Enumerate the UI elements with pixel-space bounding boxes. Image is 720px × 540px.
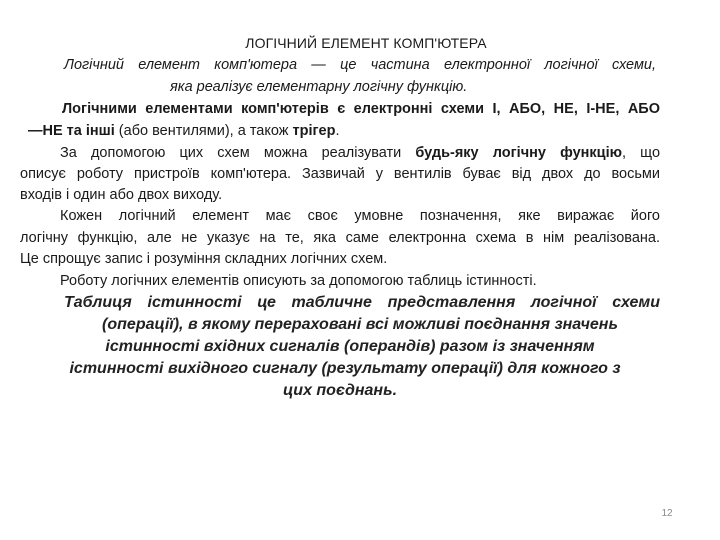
- p3-line-3: Це спрощує запис і розуміння складних логічних схем.: [20, 251, 388, 267]
- p2-line-1: [60, 143, 660, 163]
- p3-line-2: логічну функцію, але не указує на те, яка саме електронна схема в нім реалізована.: [20, 230, 660, 246]
- truth-table-def-line-1: Таблиця істинності це табличне представлення логічної схеми: [64, 294, 660, 311]
- page-title: ЛОГІЧНИЙ ЕЛЕМЕНТ КОМП'ЮТЕРА: [245, 35, 487, 51]
- p2-bold: будь-яку логічну функцію: [415, 145, 622, 161]
- truth-table-def-line-3: істинності вхідних сигналів (операндів) разом із значенням: [105, 338, 595, 355]
- p1-end: .: [335, 123, 340, 139]
- truth-table-def-line-2: (операції), в якому перераховані всі можливі поєднання значень: [102, 316, 618, 333]
- p1-bold-1: —НЕ та інші: [28, 123, 115, 139]
- p1-mid: (або вентилями), а також: [114, 123, 293, 139]
- p2-start: За допомогою цих схем можна реалізувати: [60, 145, 416, 161]
- p2-end: , що: [622, 145, 661, 161]
- definition-line-1: Логічний елемент комп'ютера — це частина електронної логічної схеми,: [64, 57, 656, 73]
- p2-line-3: входів і один або двох виходу.: [20, 187, 223, 203]
- p1-bold-2: трігер: [292, 123, 336, 139]
- definition-line-2: яка реалізує елементарну логічну функцію.: [170, 79, 468, 95]
- p1-line-2: [28, 121, 428, 141]
- truth-table-def-line-5: цих поєднань.: [282, 382, 398, 399]
- p2-line-2: описує роботу пристроїв комп'ютера. Зазвичай у вентилів буває від двох до восьми: [20, 166, 660, 182]
- p3-line-1: Кожен логічний елемент має своє умовне позначення, яке виражає його: [60, 208, 660, 224]
- p1-line-1: Логічними елементами комп'ютерів є електронні схеми І, АБО, НЕ, І-НЕ, АБО: [62, 101, 660, 117]
- p4-line-1: Роботу логічних елементів описують за допомогою таблиць істинності.: [60, 273, 537, 289]
- truth-table-def-line-4: істинності вихідного сигналу (результату операції) для кожного з: [69, 360, 621, 377]
- page-number: 12: [661, 508, 673, 519]
